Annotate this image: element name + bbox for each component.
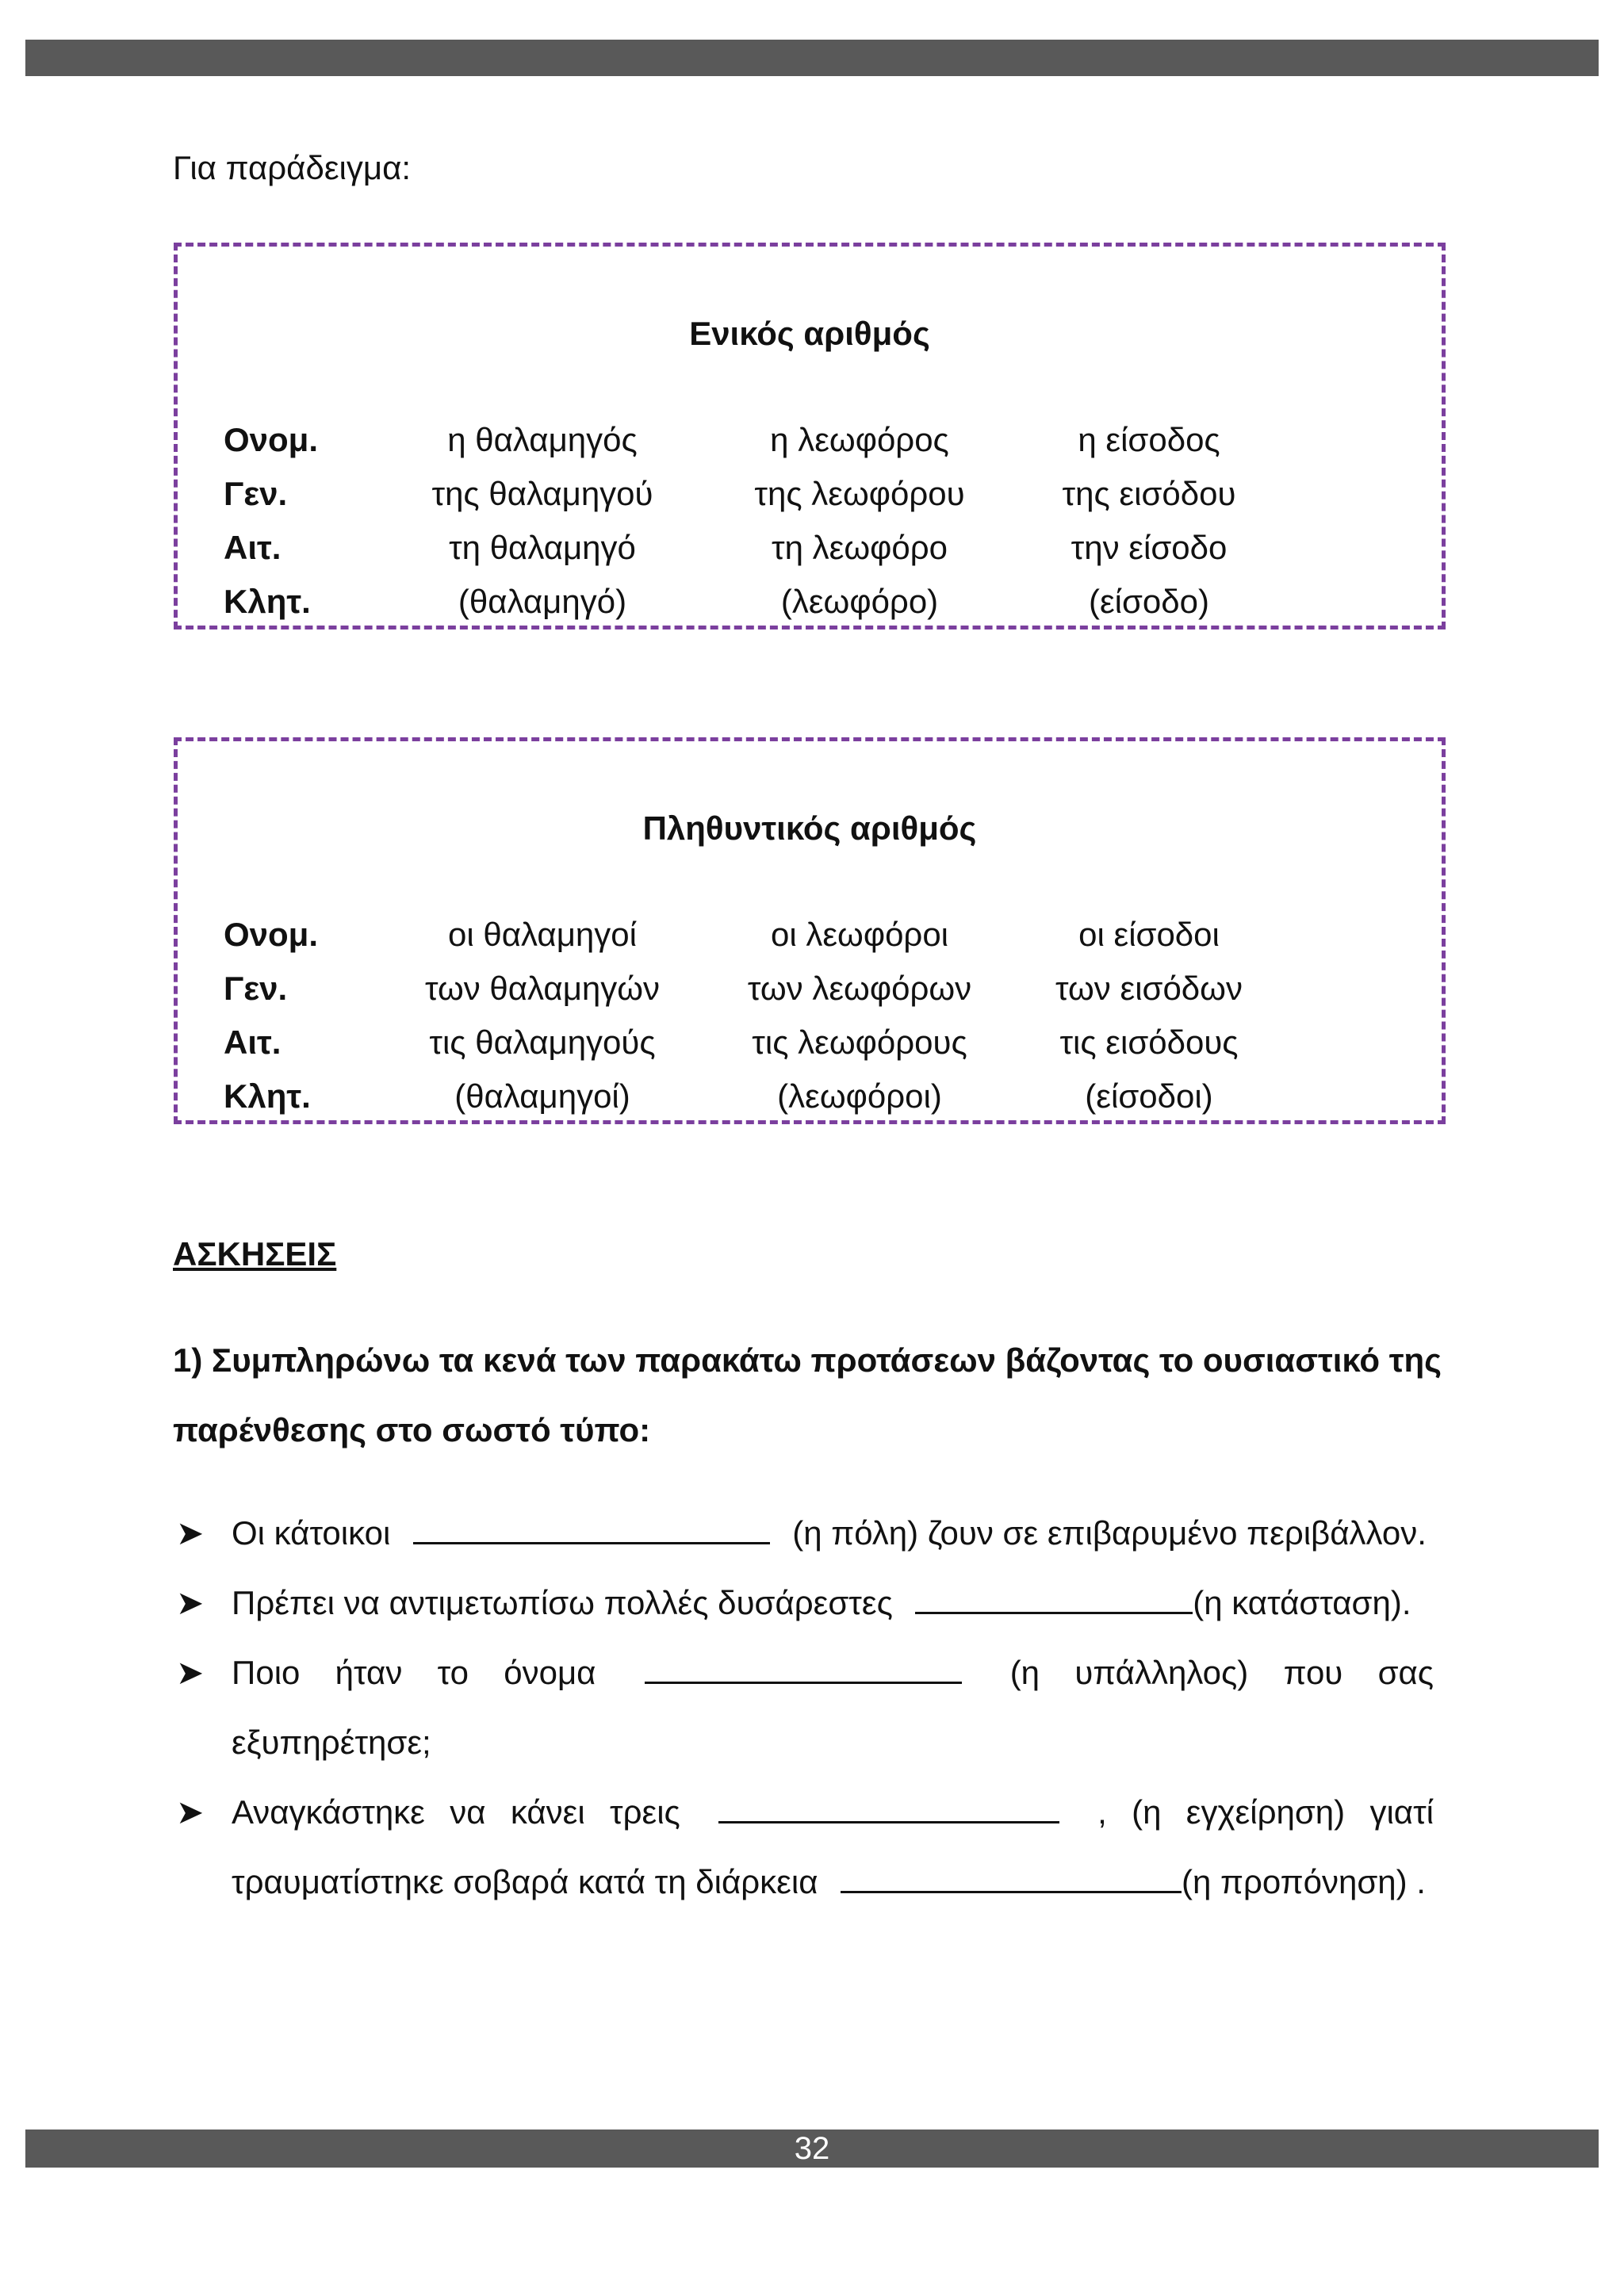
case-label: Αιτ. bbox=[224, 529, 282, 566]
plural-row-accusative bbox=[178, 1016, 1442, 1070]
declension-cell: οι είσοδοι bbox=[1078, 916, 1220, 953]
singular-row-accusative bbox=[178, 521, 1442, 575]
exercise-text: (η προπόνηση) . bbox=[1181, 1863, 1426, 1900]
declension-cell: τις εισόδους bbox=[1059, 1024, 1239, 1061]
exercise-item bbox=[173, 1568, 1434, 1638]
case-label: Γεν. bbox=[224, 475, 288, 512]
plural-row-vocative bbox=[178, 1070, 1442, 1123]
plural-title: Πληθυντικός αριθμός bbox=[642, 809, 977, 847]
declension-cell: των εισόδων bbox=[1055, 970, 1243, 1007]
exercise-item bbox=[173, 1498, 1434, 1568]
arrowhead-bullet-icon: ➤ bbox=[176, 1653, 205, 1692]
declension-cell: η λεωφόρος bbox=[770, 421, 949, 458]
exercise-text: Πρέπει να αντιμετωπίσω πολλές δυσάρεστες bbox=[232, 1584, 893, 1621]
singular-row-nominative bbox=[178, 413, 1442, 467]
answer-blank[interactable] bbox=[841, 1859, 1182, 1893]
declension-cell: (είσοδο) bbox=[1088, 583, 1210, 620]
exercise-text: Οι κάτοικοι bbox=[232, 1514, 391, 1552]
footer-bar bbox=[25, 2130, 1599, 2168]
exercise-instruction: 1) Συμπληρώνω τα κενά των παρακάτω προτάσεων βάζοντας το ουσιαστικό της παρένθεσης στο σωστό τύπο: bbox=[173, 1341, 1442, 1448]
declension-cell: (θαλαμηγό) bbox=[458, 583, 627, 620]
declension-cell: τη θαλαμηγό bbox=[449, 529, 636, 566]
declension-cell: τη λεωφόρο bbox=[772, 529, 948, 566]
declension-cell: των λεωφόρων bbox=[747, 970, 972, 1007]
declension-cell: (θαλαμηγοί) bbox=[454, 1077, 630, 1115]
declension-cell: της εισόδου bbox=[1062, 475, 1236, 512]
arrowhead-bullet-icon: ➤ bbox=[176, 1513, 205, 1552]
arrowhead-bullet-icon: ➤ bbox=[176, 1793, 205, 1831]
exercise-text: Ποιο ήταν το όνομα bbox=[232, 1654, 596, 1691]
declension-cell: οι θαλαμηγοί bbox=[448, 916, 637, 953]
exercise-item bbox=[173, 1638, 1434, 1777]
declension-cell: της λεωφόρου bbox=[754, 475, 965, 512]
declension-cell: (λεωφόρο) bbox=[780, 583, 939, 620]
exercises-heading: ΑΣΚΗΣΕΙΣ bbox=[173, 1235, 337, 1272]
declension-cell: των θαλαμηγών bbox=[424, 970, 661, 1007]
case-label: Αιτ. bbox=[224, 1024, 282, 1061]
exercise-text: (η υπάλληλος) που σας εξυπηρέτησε; bbox=[232, 1654, 1434, 1761]
exercise-text: (η πόλη) ζουν σε επιβαρυμένο περιβάλλον. bbox=[792, 1514, 1427, 1552]
answer-blank[interactable] bbox=[718, 1789, 1059, 1823]
plural-row-genitive bbox=[178, 962, 1442, 1016]
exercise-text: (η κατάσταση). bbox=[1193, 1584, 1411, 1621]
exercise-list bbox=[173, 1498, 1434, 1917]
case-label: Ονομ. bbox=[224, 421, 319, 458]
header-bar bbox=[25, 40, 1599, 76]
singular-declension-box bbox=[174, 243, 1446, 629]
declension-cell: την είσοδο bbox=[1071, 529, 1228, 566]
singular-title: Ενικός αριθμός bbox=[689, 315, 930, 352]
declension-cell: η είσοδος bbox=[1078, 421, 1220, 458]
declension-cell: της θαλαμηγού bbox=[431, 475, 653, 512]
answer-blank[interactable] bbox=[413, 1510, 770, 1544]
declension-cell: η θαλαμηγός bbox=[447, 421, 638, 458]
page-number: 32 bbox=[794, 2131, 830, 2166]
arrowhead-bullet-icon: ➤ bbox=[176, 1583, 205, 1622]
declension-cell: οι λεωφόροι bbox=[770, 916, 949, 953]
case-label: Κλητ. bbox=[224, 1077, 311, 1115]
declension-cell: (είσοδοι) bbox=[1085, 1077, 1213, 1115]
intro-text: Για παράδειγμα: bbox=[173, 149, 412, 186]
exercise-item bbox=[173, 1777, 1434, 1917]
exercise-text: , (η εγχείρηση) γιατί τραυματίστηκε σοβαρά κατά τη διάρκεια bbox=[232, 1793, 1434, 1900]
singular-row-vocative bbox=[178, 575, 1442, 629]
singular-row-genitive bbox=[178, 467, 1442, 521]
exercise-text: Αναγκάστηκε να κάνει τρεις bbox=[232, 1793, 680, 1831]
case-label: Ονομ. bbox=[224, 916, 319, 953]
plural-row-nominative bbox=[178, 908, 1442, 962]
answer-blank[interactable] bbox=[645, 1650, 962, 1684]
declension-cell: τις λεωφόρους bbox=[752, 1024, 967, 1061]
case-label: Γεν. bbox=[224, 970, 288, 1007]
plural-declension-box bbox=[174, 737, 1446, 1124]
declension-cell: (λεωφόροι) bbox=[777, 1077, 942, 1115]
declension-cell: τις θαλαμηγούς bbox=[429, 1024, 656, 1061]
case-label: Κλητ. bbox=[224, 583, 311, 620]
answer-blank[interactable] bbox=[915, 1580, 1193, 1614]
